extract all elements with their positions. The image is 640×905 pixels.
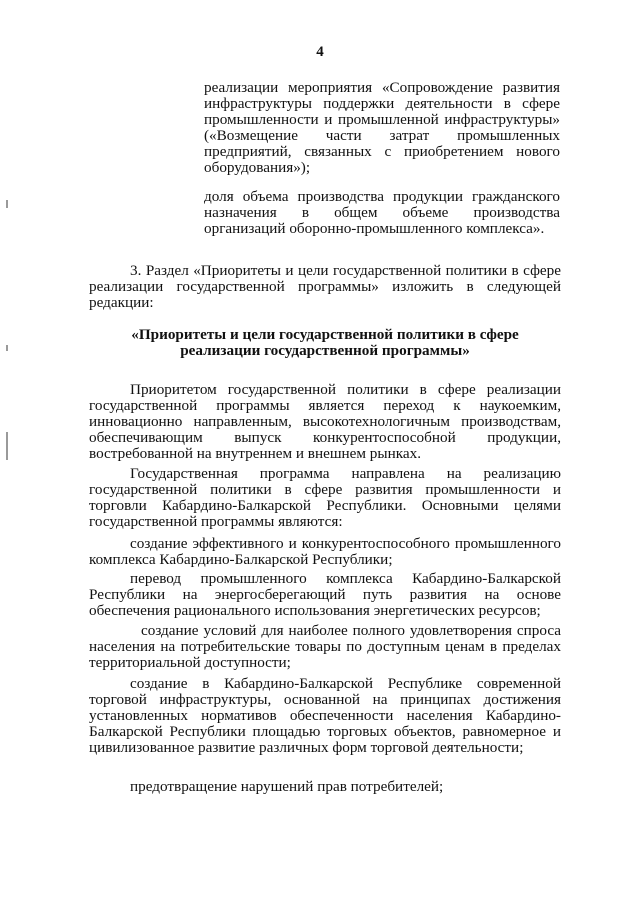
clause-3-paragraph: 3. Раздел «Приоритеты и цели государственной политики в сфере реализации государственной программы» изложить в следующей редакции: xyxy=(89,262,561,311)
scan-mark-bottom xyxy=(6,432,8,460)
intro-item-1: реализации мероприятия «Сопровождение развития инфраструктуры поддержки деятельности в сфере промышленности и промышленной инфраструктуры» («Возмещение части затрат промышленных предприятий, связанных с приобретением нового оборудования»); xyxy=(204,79,560,176)
section-heading-line-1: «Приоритеты и цели государственной политики в сфере xyxy=(131,326,519,343)
goal-item-trade-infrastructure: создание в Кабардино-Балкарской Республике современной торговой инфраструктуры, основанной на принципах достижения установленных нормативов обеспеченности населения Кабардино-Балкарской Республики площадью торговых объектов, равномерное и цивилизованное развитие различных форм торговой деятельности; xyxy=(89,675,561,756)
body-paragraph-program-goals: Государственная программа направлена на реализацию государственной политики в сфере развития промышленности и торговли Кабардино-Балкарской Республики. Основными целями государственной программы являются: xyxy=(89,465,561,530)
scan-mark-middle xyxy=(6,345,8,351)
page-number: 4 xyxy=(316,44,324,60)
section-heading-line-2: реализации государственной программы» xyxy=(180,342,470,359)
body-paragraph-priority: Приоритетом государственной политики в сфере реализации государственной программы является переход к наукоемким, инновационно направленным, высокотехнологичным производствам, обеспечивающим выпуск конкурентоспособной продукции, востребованной на внутреннем и внешнем рынках. xyxy=(89,381,561,462)
goal-item-consumer-demand: создание условий для наиболее полного удовлетворения спроса населения на потребительские товары по доступным ценам в пределах территориальной доступности; xyxy=(89,622,561,671)
section-heading xyxy=(89,327,561,359)
goal-item-consumer-rights: предотвращение нарушений прав потребителей; xyxy=(130,778,444,795)
scan-mark-top xyxy=(6,200,8,208)
goal-item-industrial-complex: создание эффективного и конкурентоспособного промышленного комплекса Кабардино-Балкарской Республики; xyxy=(89,535,561,568)
goal-item-energy-saving: перевод промышленного комплекса Кабардино-Балкарской Республики на энергосберегающий путь развития на основе обеспечения рационального использования энергетических ресурсов; xyxy=(89,570,561,619)
intro-item-2: доля объема производства продукции гражданского назначения в общем объеме производства организаций оборонно-промышленного комплекса». xyxy=(204,188,560,237)
